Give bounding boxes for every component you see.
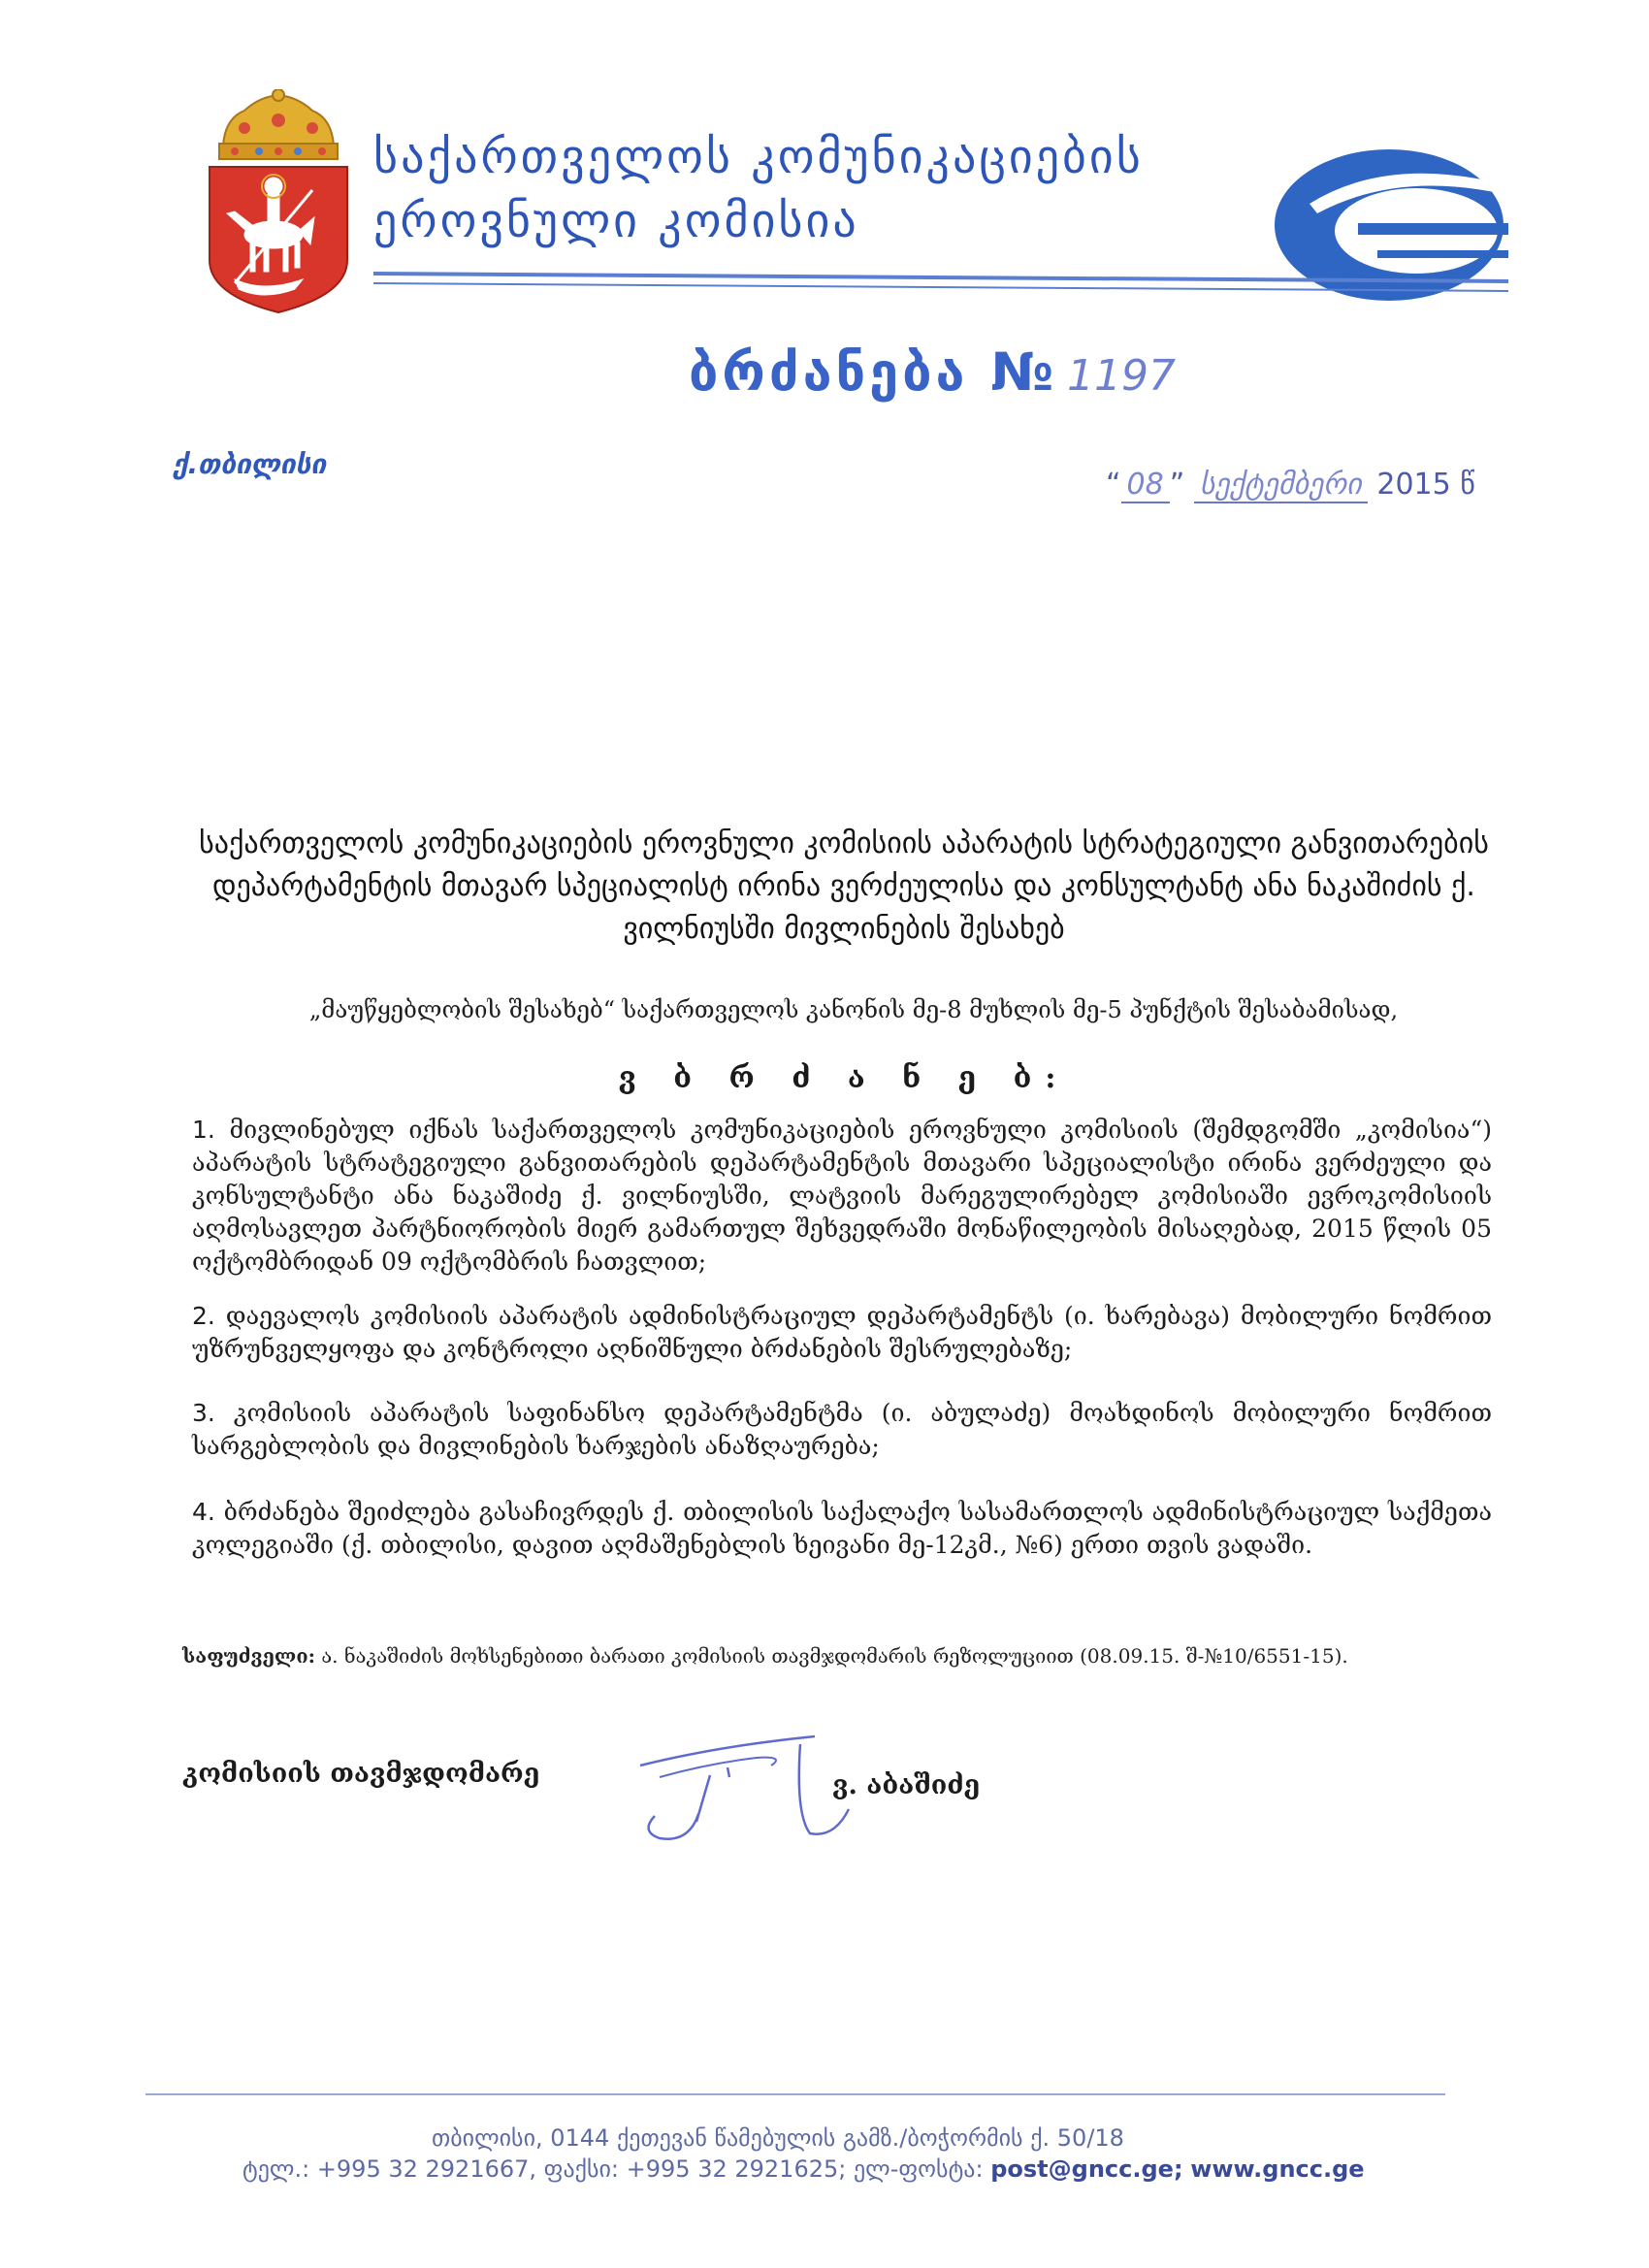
order-number-handwritten: 1197 <box>1067 351 1176 401</box>
date-day: 08 <box>1121 468 1170 503</box>
foundation-text: ა. ნაკაშიძის მოხსენებითი ბარათი კომისიის თავმჯდომარის რეზოლუციით (08.09.15. შ-№10/6551-15). <box>321 1644 1348 1668</box>
organization-name-line1: საქართველოს კომუნიკაციების <box>373 130 1144 184</box>
organization-name-line2: ეროვნული კომისია <box>373 194 859 248</box>
order-paragraph <box>192 1397 1492 1463</box>
date-month: სექტემბერი <box>1194 468 1368 503</box>
paragraph-number: 3. <box>192 1399 215 1427</box>
date-year-suffix: წ <box>1460 468 1475 502</box>
foundation-label: საფუძველი: <box>182 1644 315 1668</box>
order-date: “ 08 ” სექტემბერი 2015 წ <box>1106 468 1475 502</box>
fax-number: +995 32 2921625; <box>626 2155 847 2183</box>
header-divider <box>373 270 1508 303</box>
paragraph-number: 4. <box>192 1498 215 1526</box>
coat-of-arms-emblem <box>206 89 351 314</box>
paragraph-number: 2. <box>192 1302 215 1330</box>
email-label: ელ-ფოსტა: <box>853 2155 984 2183</box>
crown-icon <box>219 89 338 159</box>
paragraph-text: კომისიის აპარატის საფინანსო დეპარტამენტმა (ი. აბულაძე) მოახდინოს მობილური ნომრით სარგებლობის და მივლინების ხარჯების ანაზღაურება; <box>192 1399 1492 1460</box>
legal-basis: „მაუწყებლობის შესახებ“ საქართველოს კანონის მე-8 მუხლის მე-5 პუნქტის შესაბამისად, <box>308 996 1399 1023</box>
signer-title: კომისიის თავმჯდომარე <box>182 1759 540 1789</box>
foundation-note <box>182 1641 1492 1670</box>
footer-address: თბილისი, 0144 ქეთევან წამებულის გამზ./ბოჭორმის ქ. 50/18 <box>432 2124 1124 2152</box>
footer-contacts <box>242 2155 1365 2183</box>
email-link[interactable]: post@gncc.ge; <box>990 2155 1183 2183</box>
city-label: ქ.თბილისი <box>173 448 327 480</box>
order-paragraph <box>192 1114 1492 1279</box>
footer-divider <box>146 2093 1445 2095</box>
paragraph-text: მივლინებულ იქნას საქართველოს კომუნიკაციების ეროვნული კომისიის (შემდგომში „კომისია“) აპარატის სტრატეგიული განვითარების დეპარტამენტის მთავარი სპეციალისტი ირინა ვერძეული და კონსულტანტი ანა ნაკაშიძე ქ. ვილნიუსში, ლატვიის მარეგულირებელ კომისიაში ევროკომისიის აღმოსავლეთ პარტნიორობის მიერ გამართულ შეხვედრაში მონაწილეობის მისაღებად, 2015 წლის 05 ოქტომბრიდან 09 ოქტომბრის ჩათვლით; <box>192 1116 1492 1276</box>
order-subject: საქართველოს კომუნიკაციების ეროვნული კომისიის აპარატის სტრატეგიული განვითარების დეპარტამენტის მთავარ სპეციალისტ ირინა ვერძეულისა და კონსულტანტ ანა ნაკაშიძის ქ. ვილნიუსში მივლინების შესახებ <box>199 826 1489 946</box>
phone-label: ტელ.: <box>242 2155 310 2183</box>
website-link[interactable]: www.gncc.ge <box>1190 2155 1365 2183</box>
paragraph-number: 1. <box>192 1116 215 1144</box>
phone-number: +995 32 2921667, <box>316 2155 537 2183</box>
order-paragraph <box>192 1300 1492 1366</box>
date-year: 2015 <box>1376 468 1451 502</box>
order-paragraph <box>192 1496 1492 1562</box>
order-title: ბრძანება № <box>689 341 1058 403</box>
decree-heading: ვ ბ რ ძ ა ნ ე ბ: <box>618 1061 1070 1095</box>
paragraph-text: ბრძანება შეიძლება გასაჩივრდეს ქ. თბილისის საქალაქო სასამართლოს ადმინისტრაციულ საქმეთა კოლეგიაში (ქ. თბილისი, დავით აღმაშენებლის ხეივანი მე-12კმ., №6) ერთი თვის ვადაში. <box>192 1498 1492 1559</box>
paragraph-text: დაევალოს კომისიის აპარატის ადმინისტრაციულ დეპარტამენტს (ი. ხარებავა) მობილური ნომრით უზრუნველყოფა და კონტროლი აღნიშნული ბრძანების შესრულებაზე; <box>192 1302 1493 1363</box>
fax-label: ფაქსი: <box>543 2155 620 2183</box>
signer-name: ვ. აბაშიძე <box>832 1770 981 1800</box>
